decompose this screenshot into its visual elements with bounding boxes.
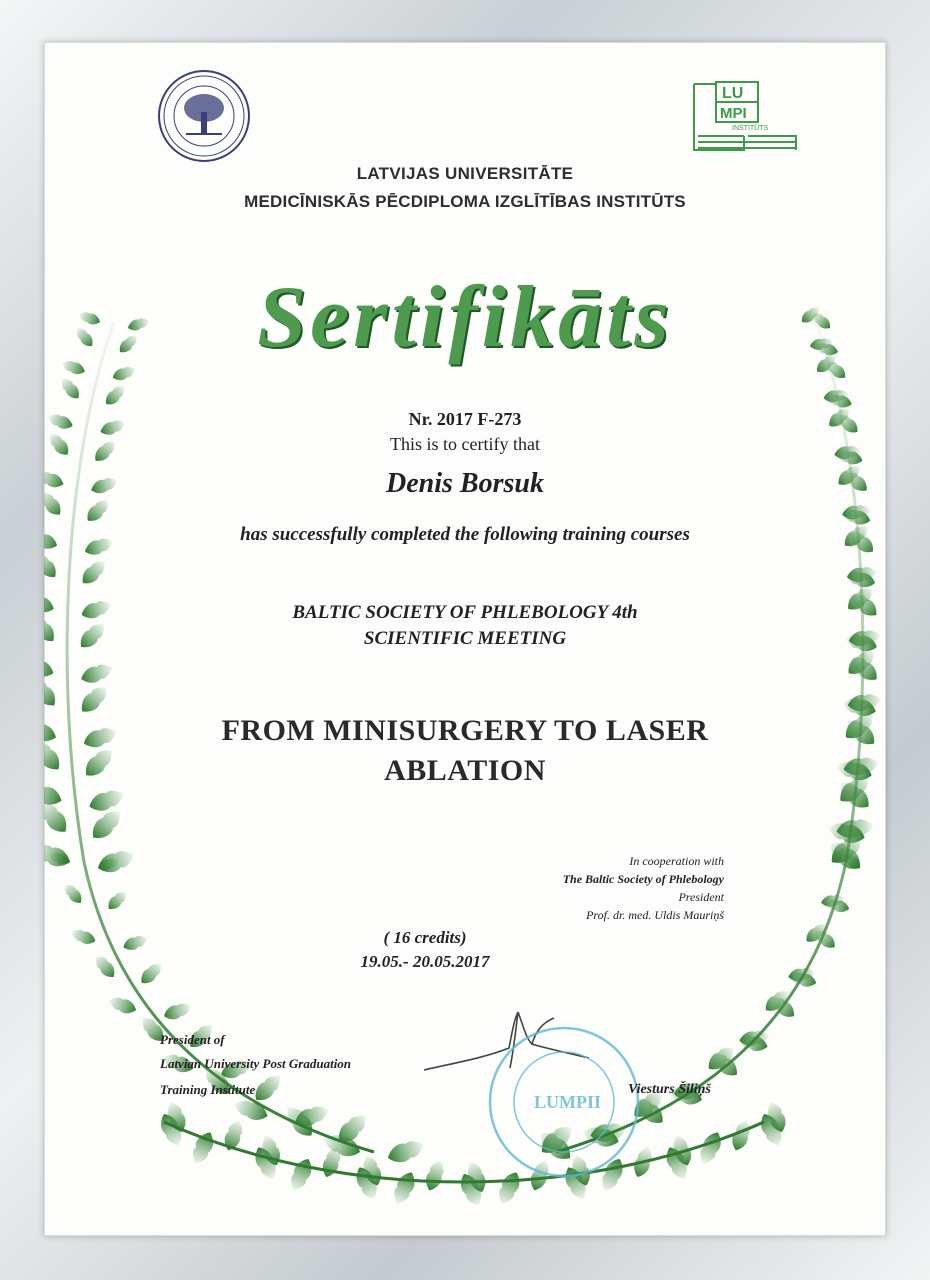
- oak-leaf: [58, 375, 83, 402]
- oak-leaf: [102, 382, 128, 408]
- signatory-role-line2: Latvian University Post Graduation: [160, 1056, 352, 1071]
- oak-leaf: [78, 556, 110, 588]
- signatory-role-line1: President of: [160, 1032, 225, 1047]
- oak-leaf: [695, 1129, 725, 1168]
- oak-leaf: [107, 994, 139, 1017]
- oak-leaf: [250, 1070, 285, 1105]
- completed-text: has successfully completed the following training courses: [240, 524, 690, 545]
- university-name: LATVIJAS UNIVERSITĀTE: [356, 164, 574, 183]
- svg-text:LUMPII: LUMPII: [534, 1092, 601, 1112]
- svg-text:INSTITŪTS: INSTITŪTS: [732, 125, 769, 132]
- oak-leaf: [44, 674, 60, 710]
- signatory-name: Viesturs Šiliņš: [628, 1082, 711, 1097]
- cooperation-line: In cooperation with: [629, 854, 724, 868]
- certificate-title: Sertifikāts: [257, 269, 673, 366]
- oak-leaf: [385, 1136, 427, 1166]
- course-title-line1: FROM MINISURGERY TO LASER: [221, 714, 709, 747]
- signatory-role-line3: Training Institute: [160, 1082, 256, 1097]
- certificate-number: Nr. 2017 F-273: [408, 409, 522, 429]
- oak-leaf: [422, 1158, 447, 1193]
- certify-text: This is to certify that: [390, 434, 540, 454]
- institute-name: MEDICĪNISKĀS PĒCDIPLOMA IZGLĪTĪBAS INSTITŪTS: [244, 192, 686, 211]
- oak-leaf: [44, 549, 61, 582]
- oak-leaf: [286, 1155, 316, 1194]
- credits: ( 16 credits): [383, 928, 467, 947]
- institute-stamp: [484, 1022, 644, 1182]
- event-name-line1: BALTIC SOCIETY OF PHLEBOLOGY 4th: [292, 602, 638, 623]
- oak-leaf: [389, 1169, 419, 1208]
- oak-leaf: [87, 805, 126, 844]
- oak-leaf: [61, 881, 85, 907]
- lumpi-institute-logo: [692, 76, 800, 156]
- svg-text:LU: LU: [722, 85, 744, 102]
- oak-leaf: [105, 888, 130, 913]
- event-name-line2: SCIENTIFIC MEETING: [363, 628, 567, 649]
- oak-leaf: [44, 654, 56, 680]
- svg-text:MPI: MPI: [720, 105, 747, 122]
- course-dates: 19.05.- 20.05.2017: [360, 952, 490, 971]
- oak-leaf: [162, 1000, 194, 1023]
- cooperation-president-name: Prof. dr. med. Uldis Mauriņš: [586, 908, 724, 922]
- university-seal-logo: [156, 68, 252, 164]
- recipient-name: Denis Borsuk: [386, 468, 544, 499]
- cooperation-role: President: [678, 890, 724, 904]
- oak-leaf: [79, 660, 115, 686]
- oak-leaf: [77, 682, 112, 717]
- cooperation-society: The Baltic Society of Phlebology: [562, 872, 724, 886]
- course-title-line2: ABLATION: [384, 754, 546, 787]
- certificate-paper: [44, 42, 886, 1236]
- oak-leaf: [87, 786, 127, 815]
